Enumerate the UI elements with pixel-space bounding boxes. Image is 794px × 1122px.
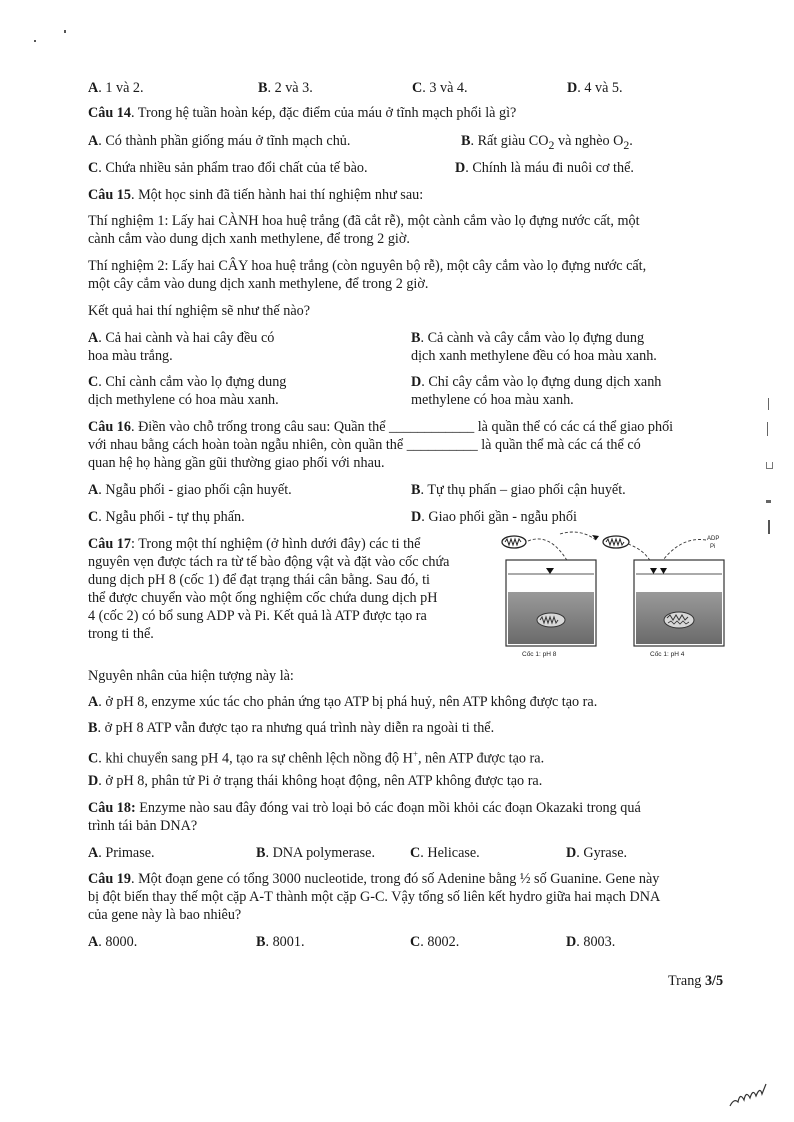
- q18-option-a[interactable]: A. Primase.: [88, 845, 155, 861]
- q19-option-d[interactable]: D. 8003.: [566, 934, 616, 950]
- q16-option-a[interactable]: A. Ngẫu phối - giao phối cận huyết.: [88, 482, 292, 498]
- q13-option-c[interactable]: C. 3 và 4.: [412, 80, 468, 96]
- q15-option-c-cont: dịch methylene có hoa màu xanh.: [88, 392, 279, 408]
- q15-stem: Câu 15. Một học sinh đã tiến hành hai thí nghiệm như sau:: [88, 187, 424, 203]
- q17-stem-line5: 4 (cốc 2) có bổ sung ADP và Pi. Kết quả là ATP được tạo ra: [88, 608, 427, 624]
- q15-exp2-line2: một cây cắm vào dung dịch xanh methylene, để trong 2 giờ.: [88, 276, 429, 292]
- q13-option-d[interactable]: D. 4 và 5.: [567, 80, 623, 96]
- q16-blank-1[interactable]: ____________: [389, 419, 475, 435]
- svg-text:Cốc 1: pH 8: Cốc 1: pH 8: [522, 651, 557, 658]
- scan-artifact: [766, 462, 773, 469]
- q15-option-d-cont: methylene có hoa màu xanh.: [411, 392, 574, 408]
- q14-option-d[interactable]: D. Chính là máu đi nuôi cơ thể.: [455, 160, 634, 176]
- q15-exp1-line2: cành cắm vào dung dịch xanh methylene, để trong 2 giờ.: [88, 231, 410, 247]
- q18-stem-line1: Câu 18: Enzyme nào sau đây đóng vai trò loại bỏ các đoạn mồi khỏi các đoạn Okazaki trong quá: [88, 800, 641, 816]
- mitochondria-experiment-diagram: [500, 530, 740, 660]
- q18-option-d[interactable]: D. Gyrase.: [566, 845, 628, 861]
- q16-option-c[interactable]: C. Ngẫu phối - tự thụ phấn.: [88, 509, 245, 525]
- q17-option-d[interactable]: D. ở pH 8, phân tử Pi ở trạng thái không hoạt động, nên ATP không được tạo ra.: [88, 773, 543, 789]
- scan-artifact: [768, 520, 770, 534]
- q14-option-a[interactable]: A. Có thành phần giống máu ở tĩnh mạch chủ.: [88, 133, 351, 149]
- q18-option-b[interactable]: B. DNA polymerase.: [256, 845, 376, 861]
- q17-stem-line1: Câu 17: Trong một thí nghiệm (ở hình dưới đây) các ti thể: [88, 536, 421, 552]
- q17-stem-line6: trong ti thể.: [88, 626, 154, 642]
- handwritten-signature: [726, 1080, 774, 1110]
- q15-option-b-cont: dịch xanh methylene đều có hoa màu xanh.: [411, 348, 657, 364]
- svg-text:ADP: ADP: [707, 536, 720, 542]
- q19-option-b[interactable]: B. 8001.: [256, 934, 305, 950]
- q18-stem-line2: trình tái bản DNA?: [88, 818, 198, 834]
- q17-cause: Nguyên nhân của hiện tượng này là:: [88, 668, 294, 684]
- q19-stem-line2: bị đột biến thay thế một cặp A-T thành một cặp G-C. Vậy tổng số liên kết hydro giữa hai mạch DNA: [88, 889, 661, 905]
- q15-option-a[interactable]: A. Cả hai cành và hai cây đều có: [88, 330, 275, 346]
- page-number: Trang 3/5: [668, 973, 724, 989]
- q13-option-a[interactable]: A. 1 và 2.: [88, 80, 144, 96]
- cup-1: [506, 560, 596, 646]
- q15-exp1-line1: Thí nghiệm 1: Lấy hai CÀNH hoa huệ trắng (đã cắt rễ), một cành cắm vào lọ đựng nước cất, một: [88, 213, 640, 229]
- svg-text:Pi: Pi: [710, 544, 716, 550]
- q15-option-d[interactable]: D. Chỉ cây cắm vào lọ đựng dung dịch xanh: [411, 374, 662, 390]
- cup-2: [634, 560, 724, 646]
- q19-option-c[interactable]: C. 8002.: [410, 934, 460, 950]
- q17-stem-line2: nguyên vẹn được tách ra từ tế bào động vật và đặt vào cốc chứa: [88, 554, 450, 570]
- svg-text:Cốc 1: pH 4: Cốc 1: pH 4: [650, 651, 685, 658]
- mitochondrion-icon: [502, 536, 526, 548]
- q16-option-d[interactable]: D. Giao phối gần - ngẫu phối: [411, 509, 577, 525]
- scan-artifact: [767, 422, 771, 436]
- q13-option-b[interactable]: B. 2 và 3.: [258, 80, 313, 96]
- q16-stem-line3: quan hệ họ hàng gần gũi thường giao phối với nhau.: [88, 455, 385, 471]
- q15-option-c[interactable]: C. Chỉ cành cắm vào lọ đựng dung: [88, 374, 287, 390]
- scan-mark: [34, 40, 36, 42]
- q19-stem-line3: của gene này là bao nhiêu?: [88, 907, 242, 923]
- q14-option-c[interactable]: C. Chứa nhiều sản phẩm trao đổi chất của tế bào.: [88, 160, 368, 176]
- q16-option-b[interactable]: B. Tự thụ phấn – giao phối cận huyết.: [411, 482, 626, 498]
- scan-mark: [64, 30, 66, 33]
- q15-question: Kết quả hai thí nghiệm sẽ như thế nào?: [88, 303, 311, 319]
- q17-option-a[interactable]: A. ở pH 8, enzyme xúc tác cho phản ứng tạo ATP bị phá huỷ, nên ATP không được tạo ra.: [88, 694, 598, 710]
- q17-stem-line4: thể được chuyển vào một ống nghiệm cốc chứa dung dịch pH: [88, 590, 438, 606]
- q18-option-c[interactable]: C. Helicase.: [410, 845, 480, 861]
- q14-option-b[interactable]: B. Rất giàu $CO_2$ và nghèo $O_2$.: [461, 133, 633, 152]
- q15-option-a-cont: hoa màu trắng.: [88, 348, 173, 364]
- q17-option-b[interactable]: B. ở pH 8 ATP vẫn được tạo ra nhưng quá trình này diễn ra ngoài ti thể.: [88, 720, 495, 736]
- q15-option-b[interactable]: B. Cả cành và cây cắm vào lọ đựng dung: [411, 330, 645, 346]
- q16-blank-2[interactable]: __________: [406, 437, 478, 453]
- scan-artifact: [766, 500, 771, 503]
- mitochondrion-icon: [603, 536, 629, 548]
- scan-artifact: [768, 398, 769, 410]
- q17-option-c[interactable]: C. khi chuyển sang pH 4, tạo ra sự chênh lệch nồng độ H+, nên ATP được tạo ra.: [88, 749, 545, 767]
- q19-option-a[interactable]: A. 8000.: [88, 934, 138, 950]
- q19-stem-line1: Câu 19. Một đoạn gene có tổng 3000 nucleotide, trong đó số Adenine bằng ½ số Guanine. Gene này: [88, 871, 660, 887]
- q15-exp2-line1: Thí nghiệm 2: Lấy hai CÂY hoa huệ trắng (còn nguyên bộ rễ), một cây cắm vào lọ đựng nước cất,: [88, 258, 647, 274]
- q16-stem-line1: Câu 16. Điền vào chỗ trống trong câu sau: Quần thể ____________ là quần thể có các cá thể giao phối: [88, 419, 674, 435]
- q17-stem-line3: dung dịch pH 8 (cốc 1) để đạt trạng thái cân bằng. Sau đó, ti: [88, 572, 430, 588]
- q14-stem: Câu 14. Trong hệ tuần hoàn kép, đặc điểm của máu ở tĩnh mạch phổi là gì?: [88, 105, 517, 121]
- q16-stem-line2: với nhau bằng cách hoàn toàn ngẫu nhiên, còn quần thể __________ là quần thể mà các cá thể có: [88, 437, 641, 453]
